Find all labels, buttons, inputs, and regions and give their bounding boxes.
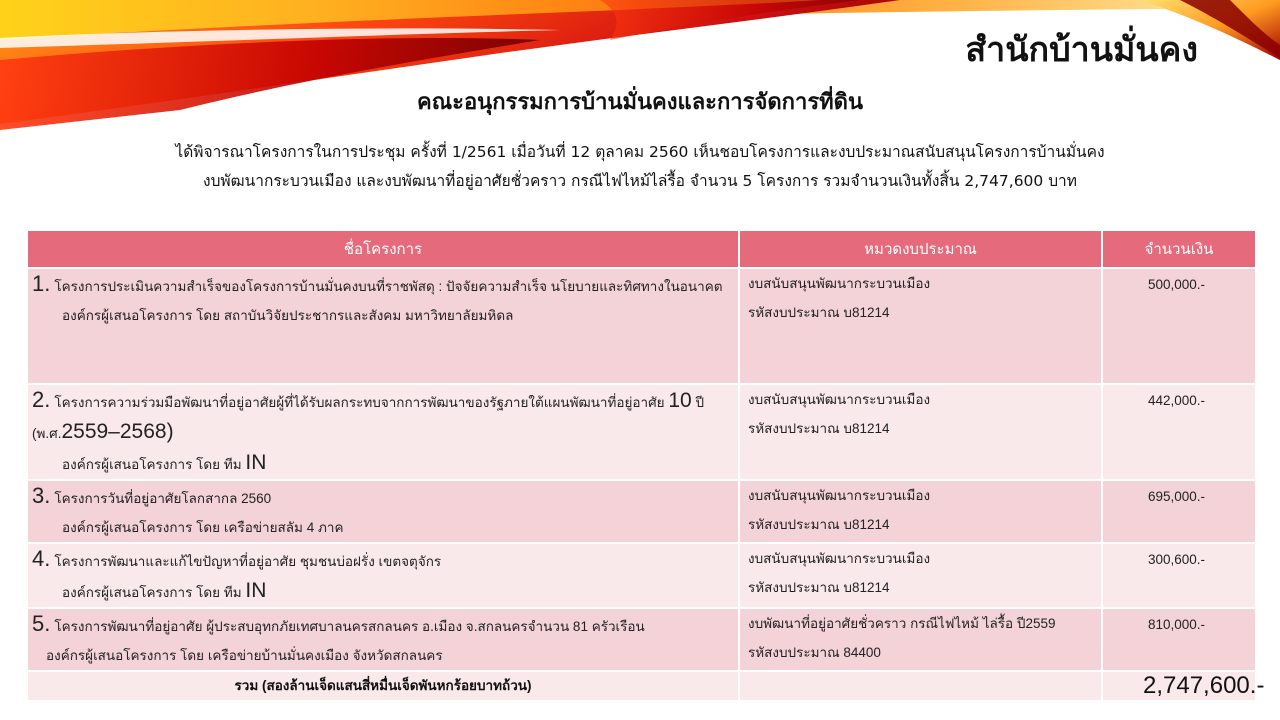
summary-line-2: งบพัฒนากระบวนเมือง และงบพัฒนาที่อยู่อาศัยชั่วคราว กรณีไฟไหม้ไล่รื้อ จำนวน 5 โครงการ รวมจำนวนเงินทั้งสิ้น 2,747,600 บาท xyxy=(203,172,1077,190)
row-number: 4. xyxy=(32,546,51,571)
table-row xyxy=(27,543,1256,608)
table-row xyxy=(27,480,1256,543)
budget-code: รหัสงบประมาณ บ81214 xyxy=(748,517,890,532)
row-number: 5. xyxy=(32,611,51,636)
committee-title-text: คณะอนุกรรมการบ้านมั่นคงและการจัดการที่ดิน xyxy=(417,90,863,115)
total-label: รวม (สองล้านเจ็ดแสนสี่หมื่นเจ็ดพันหกร้อยบาทถ้วน) xyxy=(27,671,739,701)
column-header-budget-category: หมวดงบประมาณ xyxy=(739,230,1102,268)
project-title-era: ปี (พ.ศ. xyxy=(32,395,705,441)
project-title-years: 10 xyxy=(668,389,692,412)
office-title: สำนักบ้านมั่นคง xyxy=(965,30,1198,70)
proposing-organization: องค์กรผู้เสนอโครงการ โดย เครือข่ายสลัม 4 ภาค xyxy=(62,520,344,535)
amount-cell: 695,000.- xyxy=(1102,480,1256,543)
budget-category-cell xyxy=(739,608,1102,671)
project-title-range: 2559–2568) xyxy=(61,420,174,443)
budget-category: งบสนับสนุนพัฒนากระบวนเมือง xyxy=(748,551,931,566)
total-row xyxy=(27,671,1256,701)
budget-category: งบสนับสนุนพัฒนากระบวนเมือง xyxy=(748,276,931,291)
project-name-cell xyxy=(27,543,739,608)
project-title: โครงการพัฒนาและแก้ไขปัญหาที่อยู่อาศัย ชุมชนบ่อฝรั่ง เขตจตุจักร xyxy=(54,554,442,569)
proposing-organization: องค์กรผู้เสนอโครงการ โดย เครือข่ายบ้านมั่นคงเมือง จังหวัดสกลนคร xyxy=(46,648,443,663)
team-name: IN xyxy=(245,579,267,602)
budget-category-cell xyxy=(739,543,1102,608)
table-row xyxy=(27,268,1256,384)
proposing-organization xyxy=(32,448,732,479)
budget-code: รหัสงบประมาณ บ81214 xyxy=(748,305,890,320)
project-title: โครงการพัฒนาที่อยู่อาศัย ผู้ประสบอุทกภัยเทศบาลนครสกลนคร อ.เมือง จ.สกลนครจำนวน 81 ครัวเรือน xyxy=(54,619,645,634)
project-budget-table xyxy=(26,229,1265,702)
column-header-project-name: ชื่อโครงการ xyxy=(27,230,739,268)
project-name-cell xyxy=(27,268,739,384)
budget-category: งบสนับสนุนพัฒนากระบวนเมือง xyxy=(748,392,931,407)
committee-title xyxy=(0,84,1280,119)
proposing-organization-label: องค์กรผู้เสนอโครงการ โดย ทีม xyxy=(62,457,242,472)
team-name: IN xyxy=(245,451,267,474)
proposing-organization: องค์กรผู้เสนอโครงการ โดย สถาบันวิจัยประชากรและสังคม มหาวิทยาลัยมหิดล xyxy=(62,308,514,323)
budget-category: งบพัฒนาที่อยู่อาศัยชั่วคราว กรณีไฟไหม้ ไล่รื้อ ปี2559 xyxy=(748,616,1056,631)
meeting-summary xyxy=(0,138,1280,196)
budget-code: รหัสงบประมาณ 84400 xyxy=(748,645,881,660)
budget-category-cell xyxy=(739,480,1102,543)
column-header-amount: จำนวนเงิน xyxy=(1102,230,1256,268)
row-number: 1. xyxy=(32,271,51,296)
table-header-row xyxy=(27,230,1256,268)
budget-category: งบสนับสนุนพัฒนากระบวนเมือง xyxy=(748,488,931,503)
project-title: โครงการความร่วมมือพัฒนาที่อยู่อาศัยผู้ที่ได้รับผลกระทบจากการพัฒนาของรัฐภายใต้แผนพัฒนาที่อยู่อาศัย xyxy=(54,395,665,410)
budget-code: รหัสงบประมาณ บ81214 xyxy=(748,580,890,595)
total-category-empty xyxy=(739,671,1102,701)
project-title: โครงการวันที่อยู่อาศัยโลกสากล 2560 xyxy=(54,491,272,506)
proposing-organization-label: องค์กรผู้เสนอโครงการ โดย ทีม xyxy=(62,585,242,600)
row-number: 3. xyxy=(32,483,51,508)
budget-code: รหัสงบประมาณ บ81214 xyxy=(748,421,890,436)
proposing-organization xyxy=(32,576,732,607)
row-number: 2. xyxy=(32,387,51,412)
budget-category-cell xyxy=(739,268,1102,384)
table-row xyxy=(27,384,1256,480)
amount-cell: 500,000.- xyxy=(1102,268,1256,384)
amount-cell: 442,000.- xyxy=(1102,384,1256,480)
amount-cell: 300,600.- xyxy=(1102,543,1256,608)
total-amount: 2,747,600.- xyxy=(1102,671,1256,701)
budget-category-cell xyxy=(739,384,1102,480)
project-name-cell xyxy=(27,384,739,480)
project-name-cell xyxy=(27,480,739,543)
table-row xyxy=(27,608,1256,671)
amount-cell: 810,000.- xyxy=(1102,608,1256,671)
project-title: โครงการประเมินความสำเร็จของโครงการบ้านมั่นคงบนที่ราชพัสดุ : ปัจจัยความสำเร็จ นโยบายและทิศทางในอนาคต xyxy=(54,279,723,294)
summary-line-1: ได้พิจารณาโครงการในการประชุม ครั้งที่ 1/2561 เมื่อวันที่ 12 ตุลาคม 2560 เห็นชอบโครงการและงบประมาณสนับสนุนโครงการบ้านมั่นคง xyxy=(175,143,1105,161)
project-name-cell xyxy=(27,608,739,671)
